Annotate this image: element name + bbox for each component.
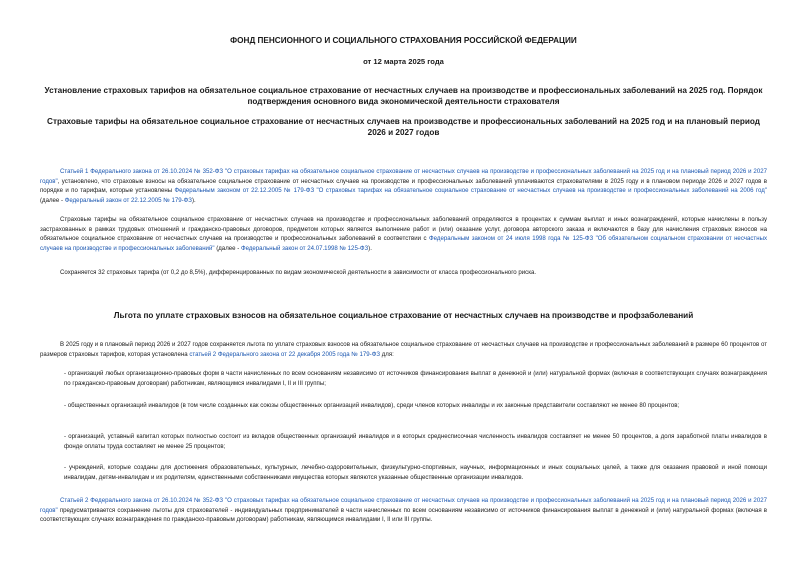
paragraph-benefit: В 2025 году и в плановый период 2026 и 2027 годов сохраняется льгота по уплате страховых взносов на обязательное социальное страхование от несчастных случаев на производстве и профессиональных заболеваний в размере 60 процентов от размеров страховых тарифов, которая установлена статьей 2 Федерального закона от 22 декабря 2005 года № 179-ФЗ для: [40,341,767,358]
list-item: - организаций, уставный капитал которых полностью состоит из вкладов общественных организаций инвалидов и в которых среднесписочная численность инвалидов составляет не менее 50 процентов, а доля заработной платы инвалидов в фонде оплаты труда составляет не менее 25 процентов; [64,433,767,450]
law-352-article1-link[interactable]: Статьей 1 Федерального закона от 26.10.2024 № 352-ФЗ "О страховых тарифах на обязательное социальное страхование от несчастных случаев на производстве и профессиональных заболеваний на 2025 год и на плановый период 2026 и 2027 годов" [40,168,767,185]
list-item: - общественных организаций инвалидов (в том числе созданных как союзы общественных организаций инвалидов), среди членов которых инвалиды и их законные представители составляют не менее 80 процентов; [64,402,680,409]
law-179-article2-link[interactable]: статьей 2 Федерального закона от 22 декабря 2005 года № 179-ФЗ [189,350,381,358]
law-179-link[interactable]: Федеральным законом от 22.12.2005 № 179-ФЗ "О страховых тарифах на обязательное социальное страхование от несчастных случаев на производстве и профессиональных заболеваний на 2006 год" [174,187,767,195]
paragraph-tariff-count: Сохраняется 32 страховых тарифа (от 0,2 до 8,5%), дифференцированных по видам экономической деятельности в зависимости от класса профессионального риска. [60,269,537,276]
law-125-short-link[interactable]: Федеральный закон от 24.07.1998 № 125-ФЗ [240,244,369,252]
list-item: - организаций любых организационно-правовых форм в части начисленных по всем основаниям независимо от источников финансирования выплат в денежной и (или) натуральной формах (включая в соответствующих случаях вознаграждения по гражданско-правовым договорам) работникам, являющимся инвалидами I, II и III группы; [64,370,767,387]
document-date: от 12 марта 2025 года [363,57,444,66]
paragraph-individual-entrepreneurs: Статьей 2 Федерального закона от 26.10.2024 № 352-ФЗ "О страховых тарифах на обязательное социальное страхование от несчастных случаев на производстве и профессиональных заболеваний на 2025 год и на плановый период 2026 и 2027 годов" предусматривается сохранение льготы для страхователей - индивидуальных предпринимателей в части начисленных по всем основаниям независимо от источников финансирования выплат в денежной и (или) натуральной формах (включая в соответствующих случаях вознаграждения по гражданско-правовым договорам) работникам, являющимся инвалидами I, II или III группы. [40,497,767,524]
benefit-section-title: Льгота по уплате страховых взносов на обязательное социальное страхование от несчастных случаев на производстве и профзаболеваний [113,311,694,320]
paragraph-tariffs-law: Статьей 1 Федерального закона от 26.10.2024 № 352-ФЗ "О страховых тарифах на обязательное социальное страхование от несчастных случаев на производстве и профессиональных заболеваний на 2025 год и на плановый период 2026 и 2027 годов", установлено, что страховые взносы на обязательное социальное страхование от несчастных случаев на производстве и профессиональных заболеваний уплачиваются страхователями в 2025 году и в плановом периоде 2026 и 2027 годов в порядке и по тарифам, которые установлены Федеральным законом от 22.12.2005 № 179-ФЗ "О страховых тарифах на обязательное социальное страхование от несчастных случаев на производстве и профессиональных заболеваний на 2006 год" (далее - Федеральный закон от 22.12.2005 № 179-ФЗ). [40,168,767,204]
law-179-short-link[interactable]: Федеральный закон от 22.12.2005 № 179-ФЗ [64,196,192,204]
law-352-article2-link[interactable]: Статьей 2 Федерального закона от 26.10.2024 № 352-ФЗ "О страховых тарифах на обязательное социальное страхование от несчастных случаев на производстве и профессиональных заболеваний на 2025 год и на плановый период 2026 и 2027 годов" [40,497,767,514]
list-item: - учреждений, которые созданы для достижения образовательных, культурных, лечебно-оздоровительных, физкультурно-спортивных, научных, информационных и иных социальных целей, а также для оказания правовой и иной помощи инвалидам, детям-инвалидам и их родителям, единственными собственниками имущества которых являются указанные общественные организации инвалидов. [64,464,767,481]
document-title: Установление страховых тарифов на обязательное социальное страхование от несчастных случаев на производстве и профессиональных заболеваний на 2025 год. Порядок подтверждения основного вида экономической деятельности страхователя [44,86,763,106]
law-125-link[interactable]: Федеральным законом от 24 июля 1998 года № 125-ФЗ "Об обязательном социальном страховании от несчастных случаев на производстве и профессиональных заболеваний" [40,235,767,252]
organization-heading: ФОНД ПЕНСИОННОГО И СОЦИАЛЬНОГО СТРАХОВАНИЯ РОССИЙСКОЙ ФЕДЕРАЦИИ [230,36,577,45]
tariffs-subtitle: Страховые тарифы на обязательное социальное страхование от несчастных случаев на производстве и профессиональных заболеваний на 2025 год и на плановый период 2026 и 2027 годов [47,117,760,137]
paragraph-tariff-definition: Страховые тарифы на обязательное социальное страхование от несчастных случаев на производстве и профессиональных заболеваний определяются в процентах к суммам выплат и иных вознаграждений, которые начислены в пользу застрахованных в рамках трудовых отношений и гражданско-правовых договоров, предметом которых является выполнение работ и (или) оказание услуг, договора авторского заказа и включаются в базу для начисления страховых взносов на обязательное социальное страхование от несчастных случаев на производстве и профессиональных заболеваний в соответствии с Федеральным законом от 24 июля 1998 года № 125-ФЗ "Об обязательном социальном страховании от несчастных случаев на производстве и профессиональных заболеваний" (далее - Федеральный закон от 24.07.1998 № 125-ФЗ). [40,216,767,252]
